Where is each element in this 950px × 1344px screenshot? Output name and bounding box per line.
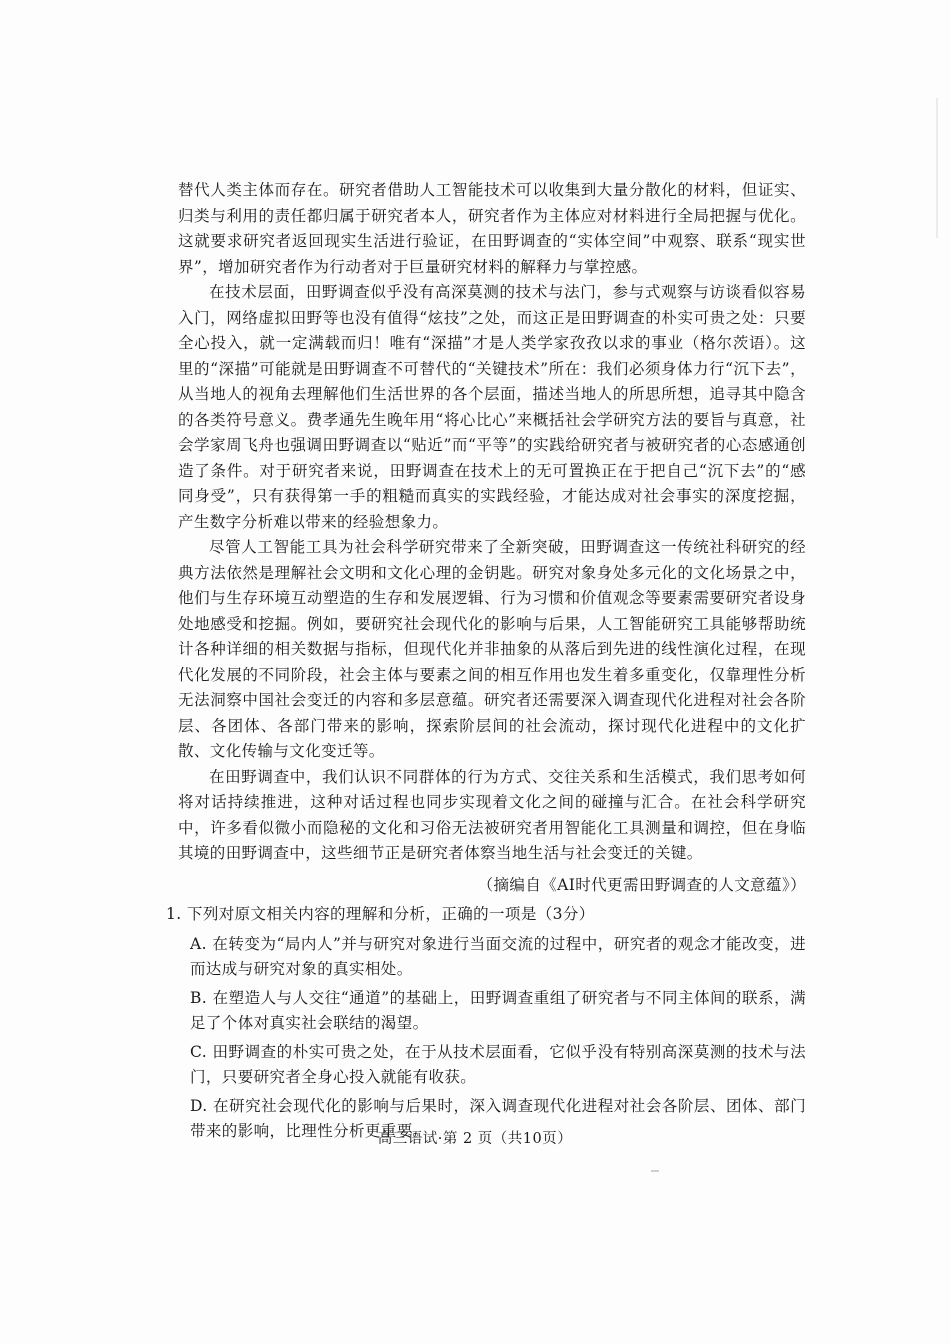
passage-paragraph-2: 在技术层面，田野调查似乎没有高深莫测的技术与法门，参与式观察与访谈看似容易入门，网络虚拟田野等也没有值得“炫技”之处，而这正是田野调查的朴实可贵之处：只要全心投入，就一定满载而归！唯有“深描”才是人类学家孜孜以求的事业（格尔茨语）。这里的“深描”可能就是田野调查不可替代的“关键技术”所在：我们必须身体力行“沉下去”，从当地人的视角去理解他们生活世界的各个层面，描述当地人的所思所想，追寻其中隐含的各类符号意义。费孝通先生晚年用“将心比心”来概括社会学研究方法的要旨与真意，社会学家周飞舟也强调田野调查以“贴近”而“平等”的实践给研究者与被研究者的心态感通创造了条件。对于研究者来说，田野调查在技术上的无可置换正在于把自己“沉下去”的“感同身受”，只有获得第一手的粗糙而真实的实践经验，才能达成对社会事实的深度挖掘，产生数字分析难以带来的经验想象力。: [178, 283, 806, 531]
source-citation: （摘编自《AI时代更需田野调查的人文意蕴》）: [477, 875, 806, 894]
page-footer: 高三语试·第 2 页（共10页）: [377, 1131, 573, 1147]
scan-speck: [651, 1170, 659, 1172]
option-b: B. 在塑造人与人交往“通道”的基础上，田野调查重组了研究者与不同主体间的联系，满足了个体对真实社会联结的渴望。: [190, 988, 806, 1032]
question-stem: 1. 下列对原文相关内容的理解和分析，正确的一项是（3分）: [166, 905, 595, 923]
scan-edge-shadow: [936, 98, 938, 238]
passage-paragraph-1: 替代人类主体而存在。研究者借助人工智能技术可以收集到大量分散化的材料，但证实、归类与利用的责任都归属于研究者本人，研究者作为主体应对材料进行全局把握与优化。这就要求研究者返回现实生活进行验证，在田野调查的“实体空间”中观察、联系“现实世界”，增加研究者作为行动者对于巨量研究材料的解释力与掌控感。: [178, 181, 806, 276]
option-c: C. 田野调查的朴实可贵之处，在于从技术层面看，它似乎没有特别高深莫测的技术与法门，只要研究者全身心投入就能有收获。: [190, 1042, 806, 1086]
option-d: D. 在研究社会现代化的影响与后果时，深入调查现代化进程对社会各阶层、团体、部门带来的影响，比理性分析更重要。: [190, 1096, 806, 1140]
passage-paragraph-3: 尽管人工智能工具为社会科学研究带来了全新突破，田野调查这一传统社科研究的经典方法依然是理解社会文明和文化心理的金钥匙。研究对象身处多元化的文化场景之中，他们与生存环境互动塑造的生存和发展逻辑、行为习惯和价值观念等要素需要研究者设身处地感受和挖掘。例如，要研究社会现代化的影响与后果，人工智能研究工具能够帮助统计各种详细的相关数据与指标，但现代化并非抽象的从落后到先进的线性演化过程，在现代化发展的不同阶段，社会主体与要素之间的相互作用也发生着多重变化，仅靠理性分析无法洞察中国社会变迁的内容和多层意蕴。研究者还需要深入调查现代化进程对社会各阶层、各团体、各部门带来的影响，探索阶层间的社会流动，探讨现代化进程中的文化扩散、文化传输与文化变迁等。: [178, 538, 806, 760]
passage-paragraph-4: 在田野调查中，我们认识不同群体的行为方式、交往关系和生活模式，我们思考如何将对话持续推进，这种对话过程也同步实现着文化之间的碰撞与汇合。在社会科学研究中，许多看似微小而隐秘的文化和习俗无法被研究者用智能化工具测量和调控，但在身临其境的田野调查中，这些细节正是研究者体察当地生活与社会变迁的关键。: [178, 767, 806, 862]
option-a: A. 在转变为“局内人”并与研究对象进行当面交流的过程中，研究者的观念才能改变，进而达成与研究对象的真实相处。: [190, 934, 806, 978]
passage-content: [166, 178, 806, 1144]
